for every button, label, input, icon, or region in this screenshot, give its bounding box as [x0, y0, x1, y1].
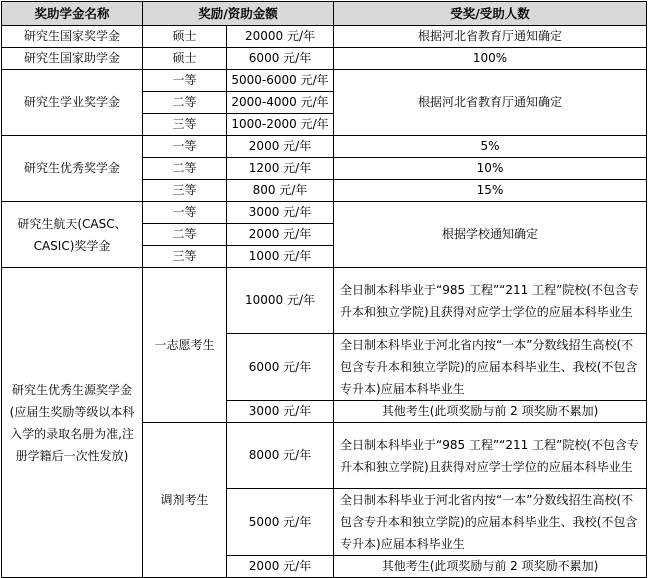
header-row — [2, 2, 647, 26]
criteria-cell: 全日制本科毕业于“985 工程”“211 工程”院校(不包含专升本和独立学院)且获得对应学士学位的应届本科毕业生 — [334, 268, 647, 334]
amount-cell: 6000 元/年 — [227, 334, 334, 401]
scholarship-name: 研究生航天(CASC、CASIC)奖学金 — [2, 202, 143, 268]
header-name: 奖助学金名称 — [2, 2, 143, 26]
source-scholarship-cell — [2, 268, 143, 578]
amount-cell: 800 元/年 — [227, 180, 334, 202]
amount-cell: 8000 元/年 — [227, 423, 334, 489]
amount-cell: 1000-2000 元/年 — [227, 114, 334, 136]
criteria-cell: 其他考生(此项奖励与前 2 项奖励不累加) — [334, 556, 647, 578]
criteria-cell: 其他考生(此项奖励与前 2 项奖励不累加) — [334, 401, 647, 423]
recipients-cell: 15% — [334, 180, 647, 202]
recipients-cell: 10% — [334, 158, 647, 180]
table-row — [2, 70, 647, 92]
amount-cell: 2000 元/年 — [227, 136, 334, 158]
level-cell: 三等 — [143, 180, 227, 202]
amount-cell: 5000 元/年 — [227, 489, 334, 556]
amount-cell: 3000 元/年 — [227, 401, 334, 423]
amount-cell: 20000 元/年 — [227, 26, 334, 48]
level-cell: 一等 — [143, 202, 227, 224]
level-cell: 三等 — [143, 246, 227, 268]
scholarship-name: 研究生优秀生源奖学金 — [11, 382, 132, 397]
recipients-cell: 5% — [334, 136, 647, 158]
table-row — [2, 136, 647, 158]
amount-cell: 1000 元/年 — [227, 246, 334, 268]
header-recipients: 受奖/受助人数 — [334, 2, 647, 26]
scholarship-table — [1, 1, 647, 578]
scholarship-name: 研究生国家助学金 — [2, 48, 143, 70]
amount-cell: 1200 元/年 — [227, 158, 334, 180]
table-row — [2, 202, 647, 224]
level-cell: 硕士 — [143, 48, 227, 70]
level-cell: 二等 — [143, 92, 227, 114]
level-cell: 硕士 — [143, 26, 227, 48]
amount-cell: 2000 元/年 — [227, 556, 334, 578]
amount-cell: 3000 元/年 — [227, 202, 334, 224]
criteria-cell: 全日制本科毕业于河北省内按“一本”分数线招生高校(不包含专升本和独立学院)的应届本科毕业生、我校(不包含专升本)应届本科毕业生 — [334, 489, 647, 556]
group-label: 一志愿考生 — [143, 268, 227, 423]
recipients-cell: 根据学校通知确定 — [334, 202, 647, 268]
amount-cell: 5000-6000 元/年 — [227, 70, 334, 92]
table-row — [2, 48, 647, 70]
level-cell: 一等 — [143, 70, 227, 92]
amount-cell: 2000-4000 元/年 — [227, 92, 334, 114]
level-cell: 二等 — [143, 158, 227, 180]
amount-cell: 6000 元/年 — [227, 48, 334, 70]
table-row — [2, 268, 647, 334]
criteria-cell: 全日制本科毕业于河北省内按“一本”分数线招生高校(不包含专升本和独立学院)的应届本科毕业生、我校(不包含专升本)应届本科毕业生 — [334, 334, 647, 401]
recipients-cell: 根据河北省教育厅通知确定 — [334, 26, 647, 48]
group-label: 调剂考生 — [143, 423, 227, 578]
amount-cell: 10000 元/年 — [227, 268, 334, 334]
scholarship-note: (应届生奖励等级以本科入学的录取名册为准,注册学籍后一次性发放) — [9, 404, 135, 463]
header-amount: 奖励/资助金额 — [143, 2, 334, 26]
scholarship-name: 研究生学业奖学金 — [2, 70, 143, 136]
scholarship-name: 研究生优秀奖学金 — [2, 136, 143, 202]
level-cell: 二等 — [143, 224, 227, 246]
scholarship-name: 研究生国家奖学金 — [2, 26, 143, 48]
level-cell: 一等 — [143, 136, 227, 158]
amount-cell: 2000 元/年 — [227, 224, 334, 246]
recipients-cell: 根据河北省教育厅通知确定 — [334, 70, 647, 136]
recipients-cell: 100% — [334, 48, 647, 70]
level-cell: 三等 — [143, 114, 227, 136]
table-row — [2, 26, 647, 48]
criteria-cell: 全日制本科毕业于“985 工程”“211 工程”院校(不包含专升本和独立学院)且获得对应学士学位的应届本科毕业生 — [334, 423, 647, 489]
